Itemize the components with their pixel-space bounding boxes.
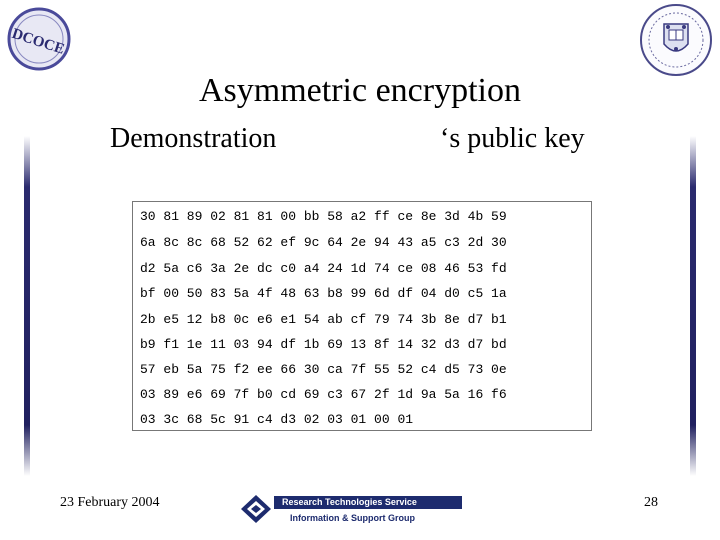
dcoce-logo: [6, 6, 72, 72]
public-key-hex-box: [132, 201, 592, 431]
key-hex-line-9: 03 3c 68 5c 91 c4 d3 02 03 01 00 01: [140, 412, 414, 427]
key-hex-line-8: 03 89 e6 69 7f b0 cd 69 c3 67 2f 1d 9a 5a 16 f6: [140, 387, 507, 402]
page-number: 28: [644, 495, 658, 510]
rts-diamond-icon: [240, 494, 272, 524]
footer-date: 23 February 2004: [60, 495, 160, 510]
rts-group-name: Information & Support Group: [290, 513, 415, 523]
key-hex-line-3: d2 5a c6 3a 2e dc c0 a4 24 1d 74 ce 08 46 53 fd: [140, 261, 507, 276]
key-hex-line-5: 2b e5 12 b8 0c e6 e1 54 ab cf 79 74 3b 8e d7 b1: [140, 312, 507, 327]
left-decorative-bar: [24, 136, 30, 476]
key-hex-line-1: 30 81 89 02 81 81 00 bb 58 a2 ff ce 8e 3d 4b 59: [140, 209, 507, 224]
rts-footer-logo: [240, 492, 462, 526]
rts-org-name: Research Technologies Service: [282, 497, 417, 507]
key-hex-line-7: 57 eb 5a 75 f2 ee 66 30 ca 7f 55 52 c4 d5 73 0e: [140, 362, 507, 377]
dcoce-logo-text: DCOCE: [9, 25, 67, 58]
slide-title: Asymmetric encryption: [199, 72, 521, 109]
key-hex-line-4: bf 00 50 83 5a 4f 48 63 b8 99 6d df 04 d0 c5 1a: [140, 286, 507, 301]
subtitle-demonstration: Demonstration: [110, 123, 277, 154]
right-decorative-bar: [690, 136, 696, 476]
key-hex-line-2: 6a 8c 8c 68 52 62 ef 9c 64 2e 94 43 a5 c3 2d 30: [140, 235, 507, 250]
key-hex-line-6: b9 f1 1e 11 03 94 df 1b 69 13 8f 14 32 d3 d7 bd: [140, 337, 507, 352]
university-crest-icon: [638, 2, 714, 78]
subtitle-public-key: ‘s public key: [440, 123, 585, 154]
